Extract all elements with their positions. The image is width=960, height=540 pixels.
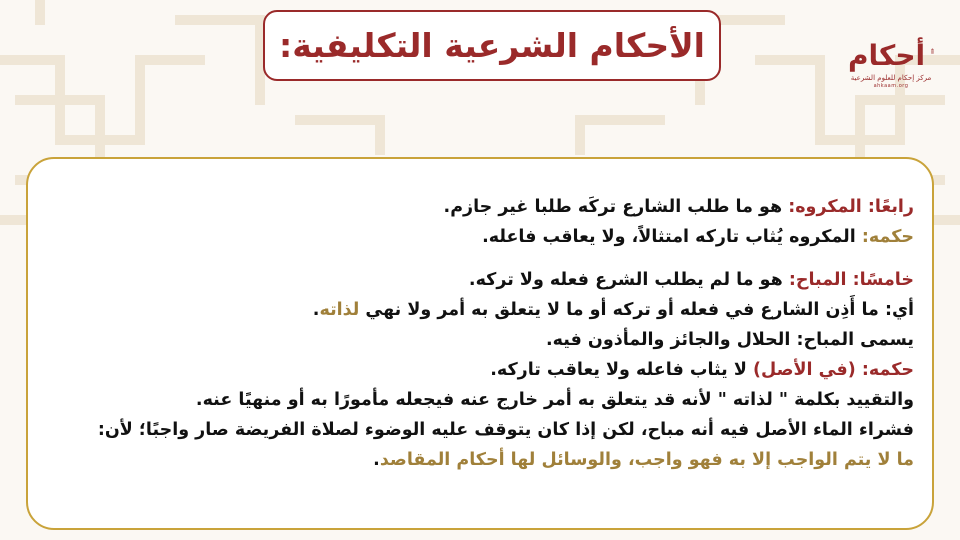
line-segment: يسمى المباح: الحلال والجائز والمأذون فيه.	[545, 330, 914, 350]
content-line	[469, 270, 914, 290]
content-line	[546, 330, 914, 350]
content-line	[313, 300, 914, 320]
content-line	[373, 450, 914, 470]
title-box	[263, 10, 721, 81]
line-segment: لذاته	[319, 300, 360, 320]
content-line	[196, 390, 914, 410]
line-segment: (في الأصل)	[752, 360, 856, 380]
line-segment: خامسًا: المباح:	[782, 270, 914, 290]
line-segment: رابعًا:	[861, 197, 914, 217]
line-segment: حكمه:	[855, 360, 914, 380]
line-segment: .	[373, 450, 380, 470]
content-line	[490, 360, 914, 380]
line-segment: ما لا يتم الواجب إلا به فهو واجب، والوسائل لها أحكام المقاصد	[379, 450, 914, 470]
logo-subtitle-2: ahkaam.org	[873, 83, 909, 89]
logo-subtitle: مركز إحكام للعلوم الشرعية	[850, 74, 932, 82]
content-line	[98, 420, 914, 440]
building-icon	[931, 32, 934, 70]
line-segment: والتقييد بكلمة " لذاته " لأنه قد يتعلق به أمر خارج عنه فيجعله مأمورًا به أو منهيًا عنه.	[195, 390, 914, 410]
logo-mark	[848, 24, 934, 70]
line-segment: فشراء الماء الأصل فيه أنه مباح، لكن إذا كان يتوقف عليه الوضوء لصلاة الفريضة صار واجبًا؛ لأن:	[97, 420, 914, 440]
line-segment: هو ما لم يطلب الشرع فعله ولا تركه.	[468, 270, 783, 290]
line-segment: .	[312, 300, 320, 320]
line-segment: أي: ما أَذِن الشارع في فعله أو تركه أو ما لا يتعلق به أمر ولا نهي	[359, 300, 914, 320]
logo-word: أحكام	[848, 39, 926, 72]
logo	[848, 24, 934, 94]
line-segment: حكمه:	[855, 227, 914, 247]
page-title: الأحكام الشرعية التكليفية:	[279, 26, 705, 65]
content-box	[26, 157, 934, 530]
content-line	[482, 227, 914, 247]
line-segment: هو ما طلب الشارع تركَه طلبا غير جازم.	[443, 197, 783, 217]
line-segment: المكروه يُثاب تاركه امتثالاً، ولا يعاقب فاعله.	[482, 227, 856, 247]
line-segment: المكروه:	[782, 197, 862, 217]
content-line	[444, 197, 914, 217]
line-segment: لا يثاب فاعله ولا يعاقب تاركه.	[490, 360, 753, 380]
